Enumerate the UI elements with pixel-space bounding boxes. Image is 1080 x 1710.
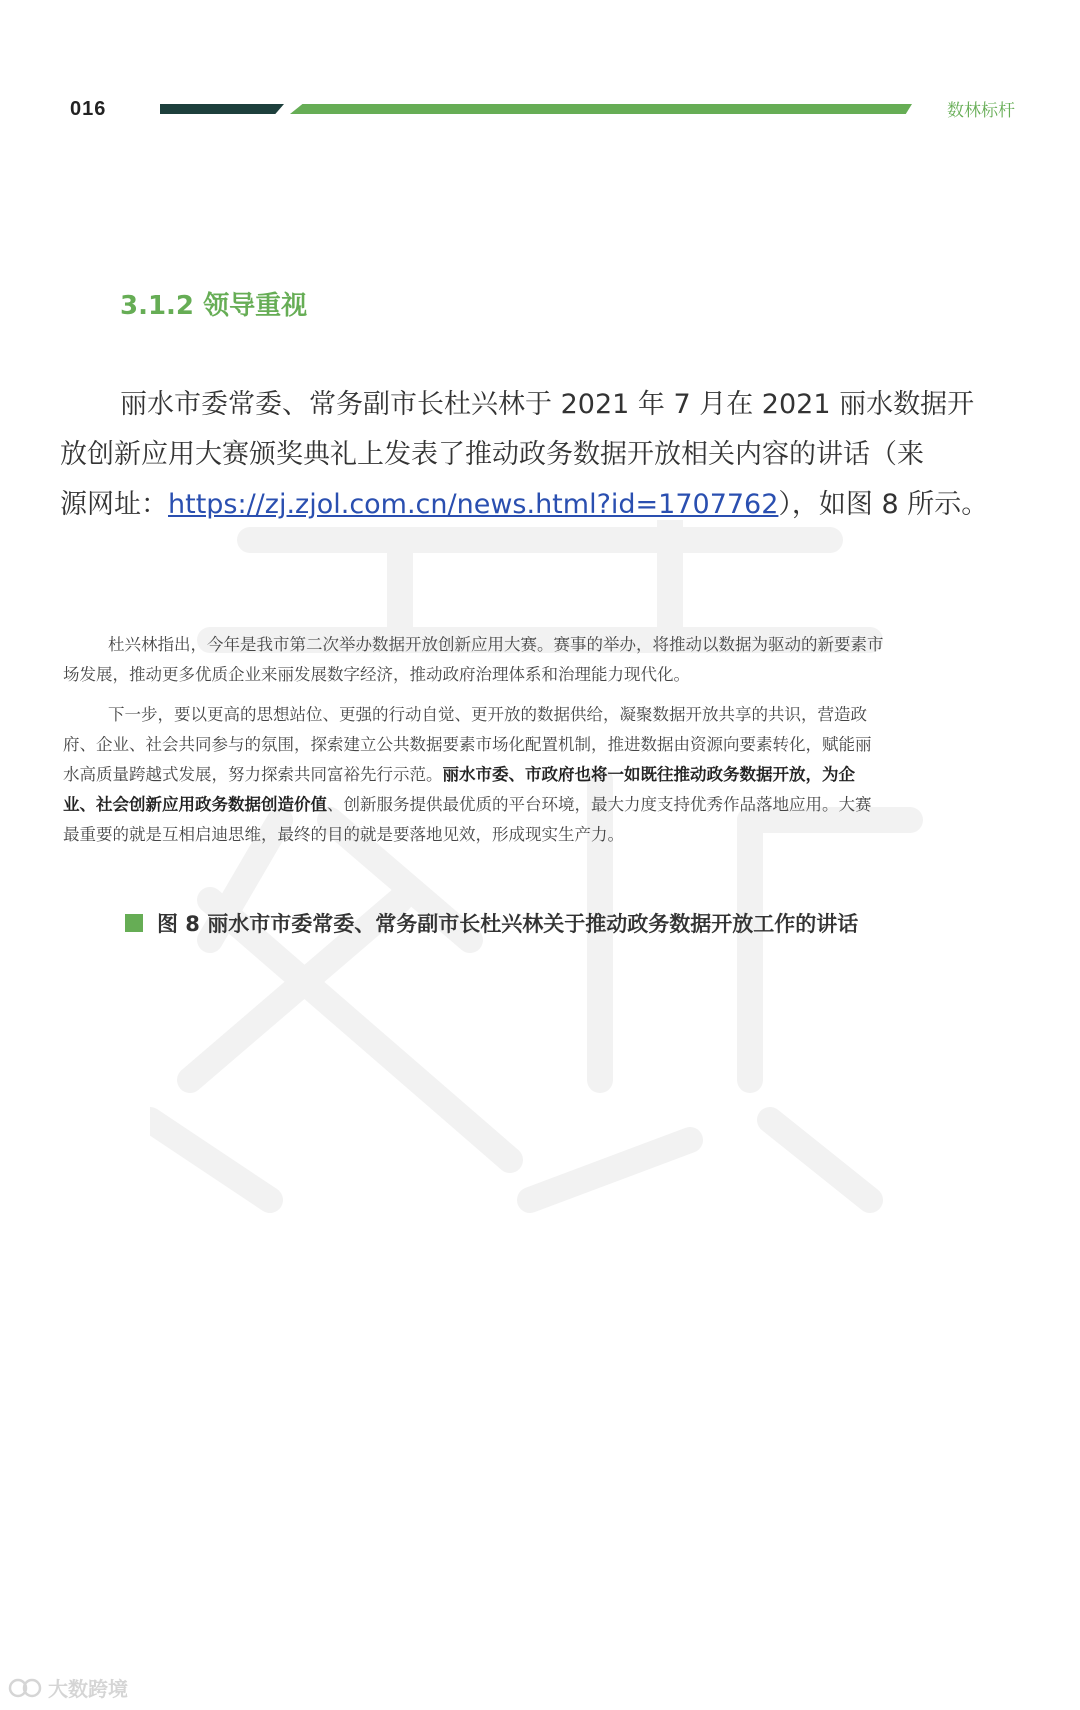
page-number: 016 bbox=[70, 98, 107, 120]
footer-logo bbox=[8, 1673, 128, 1702]
quote-emphasis: 业、社会创新应用政务数据创造价值 bbox=[63, 795, 327, 814]
watermark-logo bbox=[150, 520, 930, 1220]
quote-line: 杜兴林指出，今年是我市第二次举办数据开放创新应用大赛。赛事的举办，将推动以数据为驱动的新要素市 bbox=[108, 635, 884, 654]
quote-text: 、创新服务提供最优质的平台环境，最大力度支持优秀作品落地应用。大赛 bbox=[327, 795, 872, 814]
quote-line: 下一步，要以更高的思想站位、更强的行动自觉、更开放的数据供给，凝聚数据开放共享的共识，营造政 bbox=[108, 705, 867, 724]
quote-line: 场发展，推动更多优质企业来丽发展数字经济，推动政府治理体系和治理能力现代化。 bbox=[63, 665, 690, 684]
quote-paragraph-1 bbox=[63, 630, 1008, 690]
footer-logo-text: 大数跨境 bbox=[48, 1677, 128, 1701]
section-heading: 3.1.2 领导重视 bbox=[120, 291, 308, 321]
body-paragraph bbox=[60, 380, 1015, 530]
quote-line bbox=[63, 760, 1008, 790]
quote-paragraph-2 bbox=[63, 700, 1008, 850]
footer-logo-icon bbox=[8, 1676, 44, 1700]
figure-caption bbox=[125, 908, 858, 938]
header-bar-dark bbox=[160, 104, 284, 114]
source-link[interactable]: https://zj.zjol.com.cn/news.html?id=1707762 bbox=[168, 489, 779, 520]
figure-caption-text: 图 8 丽水市市委常委、常务副市长杜兴林关于推动政务数据开放工作的讲话 bbox=[157, 912, 859, 936]
header-brand: 数林标杆 bbox=[947, 101, 1015, 121]
body-line-2: 放创新应用大赛颁奖典礼上发表了推动政务数据开放相关内容的讲话（来 bbox=[60, 439, 924, 470]
quote-emphasis: 丽水市委、市政府也将一如既往推动政务数据开放，为企 bbox=[442, 765, 855, 784]
quote-line: 最重要的就是互相启迪思维，最终的目的就是要落地见效，形成现实生产力。 bbox=[63, 825, 624, 844]
source-prefix: 源网址： bbox=[60, 489, 168, 520]
quote-line bbox=[63, 790, 1008, 820]
caption-marker-icon bbox=[125, 914, 143, 932]
quote-text: 水高质量跨越式发展，努力探索共同富裕先行示范。 bbox=[63, 765, 443, 784]
source-suffix: ），如图 8 所示。 bbox=[778, 489, 989, 520]
quoted-excerpt bbox=[63, 630, 1008, 860]
body-line-3 bbox=[60, 480, 1015, 530]
body-line-1: 丽水市委常委、常务副市长杜兴林于 2021 年 7 月在 2021 丽水数据开 bbox=[120, 389, 975, 420]
quote-line: 府、企业、社会共同参与的氛围，探索建立公共数据要素市场化配置机制，推进数据由资源向要素转化，赋能丽 bbox=[63, 735, 872, 754]
header-bar-green bbox=[290, 104, 912, 114]
